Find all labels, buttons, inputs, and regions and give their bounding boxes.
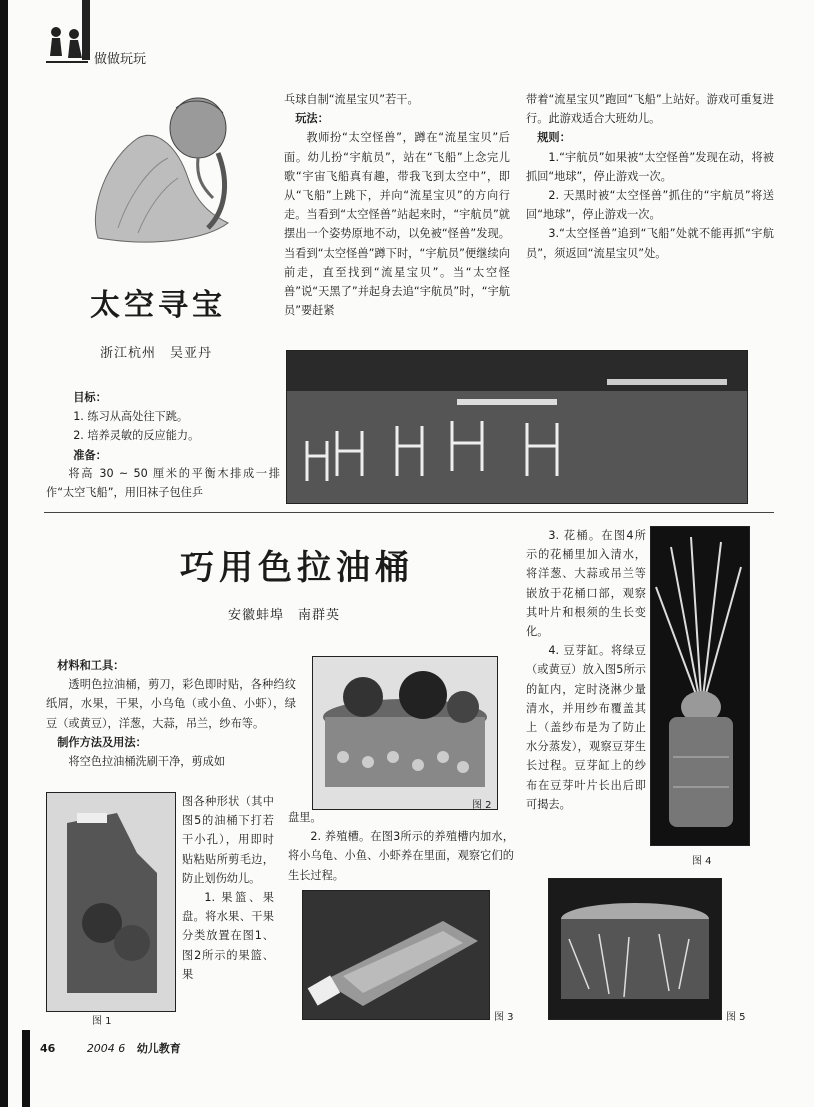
method-intro: 将空色拉油桶洗刷干净，剪成如 xyxy=(68,755,226,769)
paragraph: 1.“宇航员”如果被“太空怪兽”发现在动，将被抓回“地球”，停止游戏一次。 xyxy=(526,150,774,183)
article2-method-cont xyxy=(182,792,274,984)
rules-heading: 玩法： xyxy=(295,112,329,126)
figure-1-caption: 图 1 xyxy=(92,1016,112,1027)
method-label: 制作方法及用法： xyxy=(57,735,147,749)
item-1: 1. 果篮、果盘。将水果、干果分类放置在图1、图2所示的果篮、果 xyxy=(182,891,274,981)
section-logo-icon xyxy=(44,22,90,68)
issue-date: 2004 6 xyxy=(86,1042,126,1055)
rules-heading: 规则： xyxy=(537,131,571,145)
page-number: 46 xyxy=(40,1042,56,1055)
item-2: 2. 养殖槽。在图3所示的养殖槽内加水，将小乌龟、小鱼、小虾养在里面，观察它们的生长过程。 xyxy=(288,830,514,882)
item-1-cont: 盘里。 xyxy=(288,811,322,824)
article1-title: 太空寻宝 xyxy=(90,288,226,323)
item-3: 3. 花桶。在图4所示的花桶里加入清水，将洋葱、大蒜或吊兰等嵌放于花桶口部，观察其叶片和根须的生长变化。 xyxy=(526,529,646,639)
figure-4-caption: 图 4 xyxy=(692,856,712,867)
goal-label: 目标： xyxy=(73,391,107,404)
article2-title: 巧用色拉油桶 xyxy=(180,548,414,588)
section-divider xyxy=(44,512,774,513)
page-footer xyxy=(40,1040,181,1056)
goal-item: 1. 练习从高处往下跳。 xyxy=(73,410,189,424)
article2-author: 安徽蚌埠 南群英 xyxy=(228,608,341,623)
figure-2-photo xyxy=(312,656,498,810)
item-4: 4. 豆芽缸。将绿豆（或黄豆）放入图5所示的缸内，定时浇淋少量清水，并用纱布覆盖其上（盖纱布是为了防止水分蒸发），观察豆芽生长过程。豆芽缸上的纱布在豆芽叶片长出后即可揭去。 xyxy=(526,644,646,811)
paragraph: 带着“流星宝贝”跑回“飞船”上站好。游戏可重复进行。此游戏适合大班幼儿。 xyxy=(526,93,774,126)
article2-item-2 xyxy=(288,808,514,885)
magazine-name: 幼儿教育 xyxy=(136,1042,181,1055)
binding-edge xyxy=(0,0,8,1107)
prep-text: 将高 30 ~ 50 厘米的平衡木排成一排作“太空飞船”，用旧袜子包住乒 xyxy=(46,467,280,500)
article1-author: 浙江杭州 吴亚丹 xyxy=(100,346,213,361)
figure-2-caption: 图 2 xyxy=(472,800,492,811)
materials-text: 透明色拉油桶，剪刀，彩色即时贴，各种绉纹纸屑，水果，干果，小乌龟（或小鱼、小虾），绿豆（或黄豆），洋葱，大蒜，吊兰，纱布等。 xyxy=(46,678,296,730)
footer-bar xyxy=(22,1030,30,1107)
figure-5-photo xyxy=(548,878,722,1020)
playground-photo xyxy=(286,350,748,504)
goal-item: 2. 培养灵敏的反应能力。 xyxy=(73,429,200,443)
prep-label: 准备： xyxy=(73,448,107,462)
paragraph: 教师扮“太空怪兽”，蹲在“流星宝贝”后面。幼儿扮“宇航员”，站在“飞船”上念完儿歌“宇宙飞船真有趣，带我飞到太空中”，即从“飞船”上跳下，并向“流星宝贝”的方向行走。当看到“太空怪兽”站起来时，“宇航员”就摆出一个姿势原地不动，以免被“怪兽”发现。当看到“太空怪兽”蹲下时，“宇航员”便继续向前走，直至找到“流星宝贝”。当“太空怪兽”说“天黑了”并起身去追“宇航员”时，“宇航员”要赶紧 xyxy=(284,131,510,318)
figure-4-photo xyxy=(650,526,750,846)
materials-label: 材料和工具： xyxy=(57,659,125,672)
article1-prep xyxy=(46,464,280,502)
figure-3-photo xyxy=(302,890,490,1020)
figure-3-caption: 图 3 xyxy=(494,1012,514,1023)
paragraph: 3.“太空怪兽”追到“飞船”处就不能再抓“宇航员”，须返回“流星宝贝”处。 xyxy=(526,227,774,260)
figure-1-photo xyxy=(46,792,176,1012)
article1-column-2 xyxy=(526,90,774,263)
article2-materials xyxy=(46,656,296,771)
section-label: 做做玩玩 xyxy=(94,52,147,67)
article1-column-1 xyxy=(284,90,510,320)
paragraph: 乓球自制“流星宝贝”若干。 xyxy=(284,93,419,106)
article2-item-3-4 xyxy=(526,526,646,814)
figure-5-caption: 图 5 xyxy=(726,1012,746,1023)
paragraph: 2. 天黑时被“太空怪兽”抓住的“宇航员”将送回“地球”，停止游戏一次。 xyxy=(526,189,774,222)
sock-ball-illustration xyxy=(78,88,248,258)
method-text: 图各种形状（其中图5的油桶下打若干小孔），用即时贴粘贴所剪毛边，防止划伤幼儿。 xyxy=(182,795,274,885)
article1-goals xyxy=(62,388,280,465)
